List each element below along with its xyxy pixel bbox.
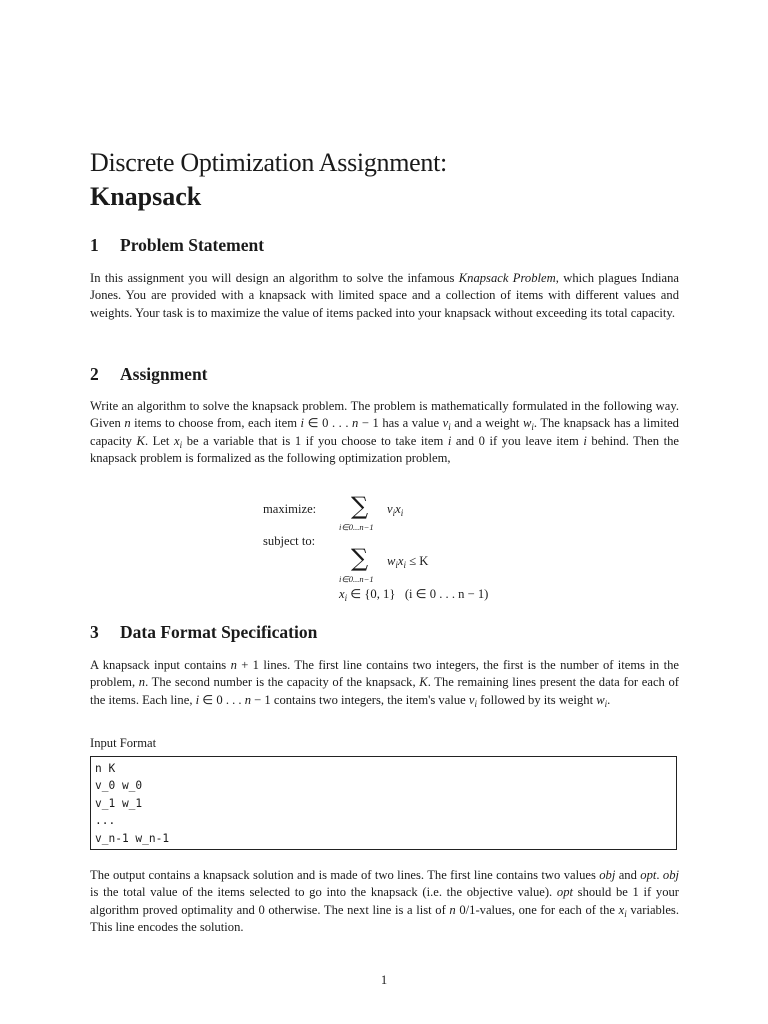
constraint-rhs: ≤ K bbox=[409, 554, 429, 568]
subject-to-label: subject to: bbox=[263, 534, 316, 548]
problem-statement-paragraph: In this assignment you will design an algorithm to solve the infamous Knapsack Problem, which plagues Indiana Jones. You are provided with a knapsack with limited space and a collection of items with different values and weights. Your task is to maximize the value of items packed into your knapsack without exceeding its total capacity. bbox=[90, 271, 679, 320]
code-line: v_0 w_0 bbox=[95, 779, 143, 793]
sum-index: i∈0...n−1 bbox=[339, 574, 374, 584]
code-line: n K bbox=[95, 762, 116, 775]
domain-constraint: $x_i$ ∈ {0, 1} (i ∈ 0 . . . n − 1) bbox=[339, 587, 489, 603]
section-number: 2 bbox=[90, 364, 99, 384]
maximize-label: maximize: bbox=[263, 502, 317, 516]
section-number: 3 bbox=[90, 622, 99, 642]
section-title: Data Format Specification bbox=[120, 622, 318, 642]
objective-expression: $v_ix_i$ bbox=[387, 502, 404, 518]
section-heading-problem-statement bbox=[90, 235, 264, 256]
data-format-paragraph: A knapsack input contains n + 1 lines. The first line contains two integers, the first is the number of items in the problem, n. The second number is the capacity of the knapsack, K. The remaining lines present the data for each of the items. Each line, i ∈ 0 . . . n − 1 contains two integers, the item's value $v_i$ followed by its weight $w_i$. bbox=[90, 658, 679, 709]
constraint-expression: $w_ix_i \le K$ bbox=[387, 554, 429, 570]
sum-symbol: ∑ bbox=[351, 492, 369, 520]
document-subtitle: Knapsack bbox=[90, 182, 202, 211]
output-format-paragraph: The output contains a knapsack solution and is made of two lines. The first line contains two values obj and opt. obj is the total value of the items selected to go into the knapsack (i.e. the objective value). opt should be 1 if your algorithm proved optimality and 0 otherwise. The next line is a list of n 0/1-values, one for each of the $x_i$ variables. This line encodes the solution. bbox=[90, 868, 679, 934]
domain-range: (i ∈ 0 . . . n − 1) bbox=[404, 587, 489, 601]
section-title: Assignment bbox=[120, 364, 208, 384]
code-line: v_n-1 w_n-1 bbox=[95, 831, 170, 845]
section-heading-data-format bbox=[90, 622, 317, 643]
code-line: ... bbox=[95, 814, 116, 828]
document-title: Discrete Optimization Assignment: bbox=[90, 148, 447, 177]
section-number: 1 bbox=[90, 235, 99, 255]
code-line: v_1 w_1 bbox=[95, 796, 143, 810]
section-title: Problem Statement bbox=[120, 235, 265, 255]
input-format-label: Input Format bbox=[90, 736, 157, 750]
page-number: 1 bbox=[380, 973, 388, 987]
domain-set: ∈ {0, 1} bbox=[350, 587, 396, 601]
sum-index: i∈0...n−1 bbox=[339, 522, 374, 532]
assignment-paragraph: Write an algorithm to solve the knapsack problem. The problem is mathematically formulated in the following way. Given n items to choose from, each item i ∈ 0 . . . n − 1 has a value $v_i$ and a weight $w_i$. The knapsack has a limited capacity K. Let $x_i$ be a variable that is 1 if you choose to take item i and 0 if you leave item i behind. Then the knapsack problem is formalized as the following optimization problem, bbox=[90, 399, 680, 465]
section-heading-assignment bbox=[90, 364, 208, 385]
input-format-code-block bbox=[90, 756, 677, 850]
sum-symbol: ∑ bbox=[351, 544, 369, 572]
